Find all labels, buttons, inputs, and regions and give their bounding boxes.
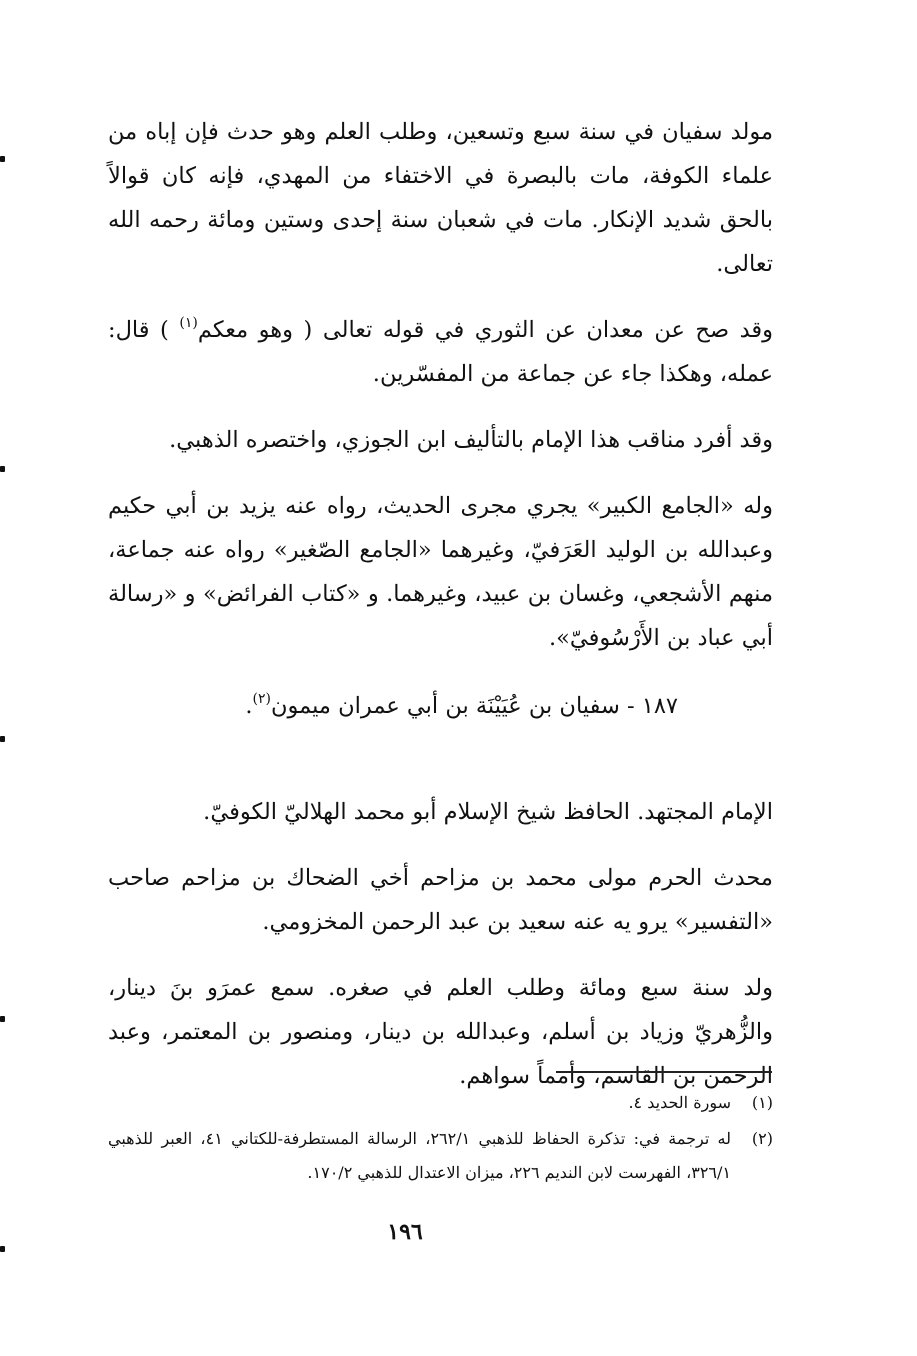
binding-mark <box>0 156 5 162</box>
biography-entry-heading <box>108 684 678 728</box>
paragraph-titles: الإمام المجتهد. الحافظ شيخ الإسلام أبو محمد الهلاليّ الكوفيّ. <box>203 799 773 825</box>
footnote-ref-2[interactable]: (٢) <box>252 691 271 707</box>
verse-text: وقد صح عن معدان عن الثوري في قوله تعالى ( وهو معكم <box>197 317 774 343</box>
entry-heading-end: . <box>245 693 253 719</box>
footnote-2 <box>108 1122 773 1190</box>
paragraph-manaqib: وقد أفرد مناقب هذا الإمام بالتأليف ابن الجوزي، واختصره الذهبي. <box>169 427 773 453</box>
verse-text-continued: ) قال: عمله، وهكذا جاء عن جماعة من المفسّرين. <box>108 317 773 387</box>
footnote-number: (٢) <box>751 1129 773 1148</box>
footnote-1 <box>108 1086 773 1120</box>
footnote-ref-1[interactable]: (١) <box>179 315 198 331</box>
paragraph-verse-commentary <box>108 308 773 396</box>
entry-heading-text: ١٨٧ - سفيان بن عُيَيْنَة بن أبي عمران ميمون <box>270 693 678 719</box>
page-number: ١٩٦ <box>387 1219 423 1245</box>
binding-mark <box>0 1016 5 1022</box>
binding-mark <box>0 736 5 742</box>
paragraph-birth-death: مولد سفيان في سنة سبع وتسعين، وطلب العلم وهو حدث فإن إباه من علماء الكوفة، مات بالبصرة في الاختفاء من المهدي، فإنه كان قوالاً بالحق شديد الإنكار. مات في شعبان سنة إحدى وستين ومائة رحمه الله تعالى. <box>108 119 773 277</box>
footnotes <box>108 1086 773 1192</box>
footnote-number: (١) <box>751 1093 773 1112</box>
footnote-separator <box>556 1071 772 1073</box>
paragraph-works: وله «الجامع الكبير» يجري مجرى الحديث، رواه عنه يزيد بن أبي حكيم وعبدالله بن الوليد العَرَفيّ، وغيرهما «الجامع الصّغير» رواه عنه جماعة، منهم الأشجعي، وغسان بن عبيد، وغيرهما. و «كتاب الفرائض» و «رسالة أبي عباد بن الأَرْسُوفيّ». <box>108 493 773 651</box>
paragraph-teachers: ولد سنة سبع ومائة وطلب العلم في صغره. سمع عمرَو بنَ دينار، والزُّهريّ وزياد بن أسلم، وعبدالله بن دينار، ومنصور بن المعتمر، وعبد الرحمن بن القاسم، وأمماً سواهم. <box>108 975 773 1089</box>
binding-mark <box>0 1246 5 1252</box>
binding-mark <box>0 466 5 472</box>
footnote-text: سورة الحديد ٤. <box>628 1093 731 1112</box>
footnote-text: له ترجمة في: تذكرة الحفاظ للذهبي ٢٦٢/١، الرسالة المستطرفة-للكتاني ٤١، العبر للذهبي ٣٢٦/١، الفهرست لابن النديم ٢٢٦، ميزان الاعتدال للذهبي ١٧٠/٢. <box>108 1129 732 1182</box>
paragraph-haram-muhaddith: محدث الحرم مولى محمد بن مزاحم أخي الضحاك بن مزاحم صاحب «التفسير» يرو يه عنه سعيد بن عبد الرحمن المخزومي. <box>108 865 773 935</box>
page-body <box>108 110 773 1120</box>
